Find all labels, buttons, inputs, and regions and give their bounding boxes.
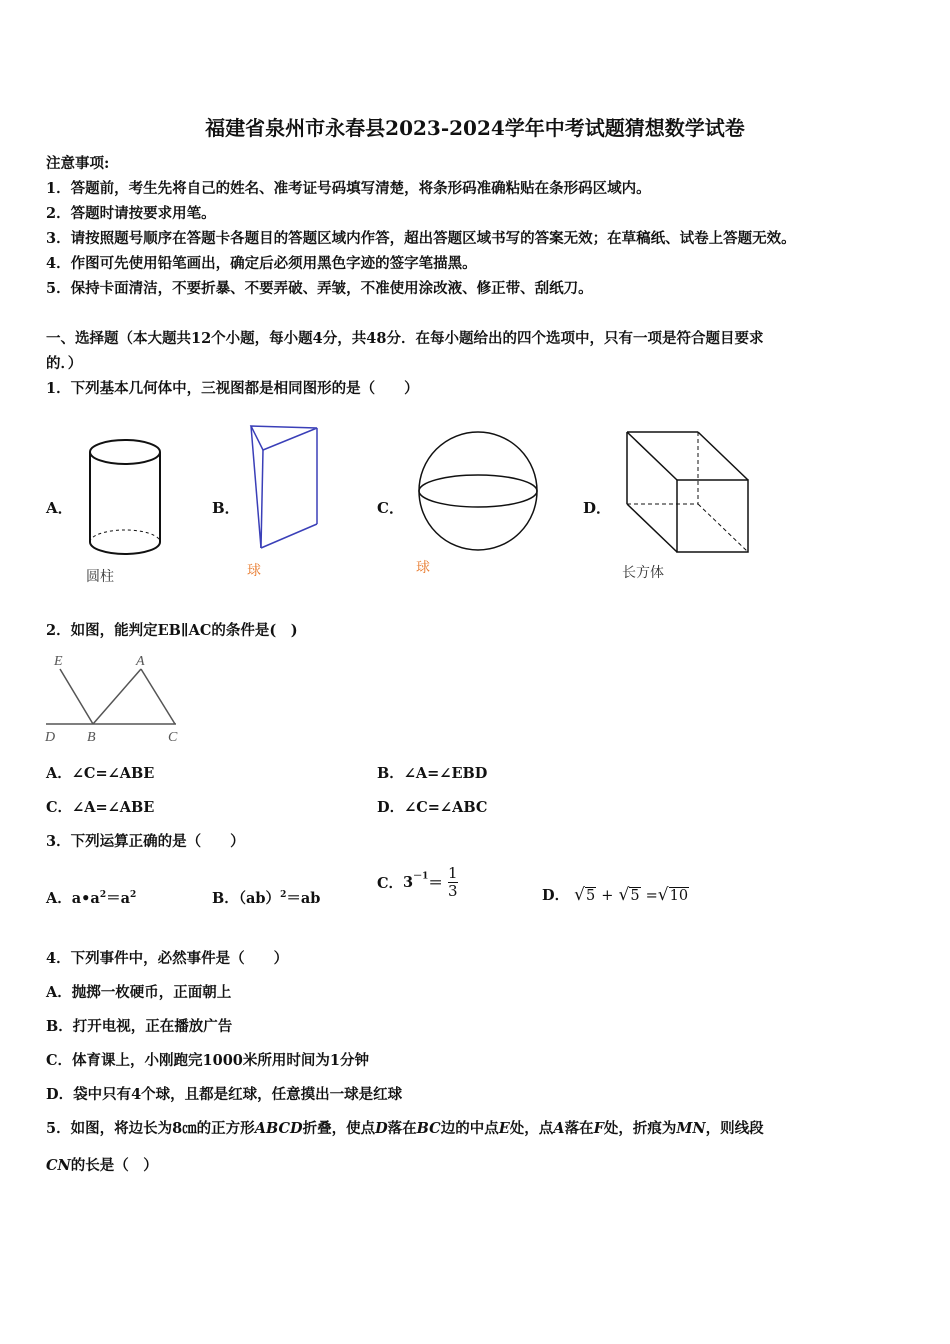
q5-text: 边的中点 bbox=[440, 1120, 499, 1137]
q5-text: 处，点 bbox=[509, 1120, 554, 1137]
q5-var: E bbox=[498, 1120, 510, 1137]
section-heading: 一、选择题（本大题共12个小题，每小题4分，共48分．在每小题给出的四个选项中，只有一项是符合题目要求 bbox=[46, 330, 764, 347]
q2-label-b: B bbox=[87, 730, 96, 745]
q3-a-mid: ＝a bbox=[106, 890, 130, 907]
q1-option-d-label: D． bbox=[583, 499, 612, 517]
sqrt-icon: √ bbox=[657, 885, 669, 905]
q1-caption-sphere: 球 bbox=[416, 560, 430, 576]
q1-caption-cuboid: 长方体 bbox=[622, 565, 664, 581]
q5-stem-cont bbox=[46, 1154, 158, 1175]
q3-option-c bbox=[377, 865, 458, 900]
q3-c-label: C． bbox=[377, 875, 404, 892]
sphere-figure bbox=[415, 430, 541, 552]
note-item: 4．作图可先使用铅笔画出，确定后必须用黑色字迹的签字笔描黑。 bbox=[46, 255, 477, 272]
note-item: 1．答题前，考生先将自己的姓名、准考证号码填写清楚，将条形码准确粘贴在条形码区域内。 bbox=[46, 180, 651, 197]
q3-a-sup1: 2 bbox=[99, 890, 107, 901]
q3-d-eq: = bbox=[645, 888, 658, 904]
triangular-prism-figure bbox=[245, 422, 325, 554]
sqrt-icon: √ bbox=[574, 885, 585, 905]
q4-option-c: C．体育课上，小刚跑完1000米所用时间为1分钟 bbox=[46, 1052, 369, 1069]
q3-d-plus: + bbox=[601, 888, 614, 904]
note-item: 5．保持卡面清洁，不要折暴、不要弄破、弄皱，不准使用涂改液、修正带、刮纸刀。 bbox=[46, 280, 593, 297]
q2-label-e: E bbox=[54, 654, 63, 669]
note-item: 3．请按照题号顺序在答题卡各题目的答题区域内作答，超出答题区域书写的答案无效；在草稿纸、试卷上答题无效。 bbox=[46, 230, 796, 247]
q5-stem bbox=[46, 1117, 764, 1138]
q5-var: MN bbox=[676, 1120, 706, 1137]
q1-option-a-label: A． bbox=[46, 499, 73, 517]
q3-d-rad2: 5 bbox=[630, 888, 640, 904]
section-heading-cont: 的．） bbox=[46, 355, 83, 372]
q3-a-label: A． bbox=[46, 890, 72, 907]
q3-b-label: B． bbox=[212, 890, 239, 907]
q3-b-expr: （ab） bbox=[238, 890, 281, 907]
q2-option-a: A．∠C=∠ABE bbox=[46, 765, 155, 782]
q3-option-b bbox=[212, 887, 320, 908]
q3-option-d bbox=[542, 884, 689, 905]
q5-text: ，则线段 bbox=[705, 1120, 764, 1137]
note-item: 2．答题时请按要求用笔。 bbox=[46, 205, 216, 222]
q2-option-b: B．∠A=∠EBD bbox=[377, 765, 488, 782]
cylinder-figure bbox=[80, 430, 170, 560]
q3-c-sup: －1 bbox=[413, 871, 429, 882]
q2-option-c: C．∠A=∠ABE bbox=[46, 799, 155, 816]
q1-caption-prism: 球 bbox=[247, 563, 261, 579]
q5-var: ABCD bbox=[254, 1120, 303, 1137]
q3-b-sup: 2 bbox=[280, 890, 287, 901]
q5-var: D bbox=[375, 1120, 388, 1137]
q5-text: 5．如图，将边长为8㎝的正方形 bbox=[46, 1120, 255, 1137]
q3-c-den: 3 bbox=[447, 882, 458, 900]
q4-option-a: A．抛掷一枚硬币，正面朝上 bbox=[46, 984, 232, 1001]
notes-heading: 注意事项: bbox=[46, 155, 110, 172]
q3-c-num: 1 bbox=[447, 864, 458, 882]
q3-b-tail: ＝ab bbox=[286, 890, 321, 907]
q2-option-d: D．∠C=∠ABC bbox=[377, 799, 488, 816]
q2-label-c: C bbox=[168, 730, 178, 745]
q1-option-b-label: B． bbox=[212, 499, 240, 517]
q2-label-a: A bbox=[136, 654, 145, 669]
q5-var: F bbox=[593, 1120, 604, 1137]
q3-option-a bbox=[46, 887, 136, 908]
q3-d-label: D． bbox=[542, 887, 570, 904]
q3-c-fraction bbox=[448, 865, 458, 900]
page-title: 福建省泉州市永春县2023-2024学年中考试题猜想数学试卷 bbox=[205, 116, 745, 140]
q4-stem: 4．下列事件中，必然事件是（ ） bbox=[46, 950, 289, 967]
q4-option-b: B．打开电视，正在播放广告 bbox=[46, 1018, 233, 1035]
q1-option-c-label: C． bbox=[377, 499, 404, 517]
q3-d-rad1: 5 bbox=[585, 888, 596, 904]
q5-text: 处，折痕为 bbox=[603, 1120, 677, 1137]
q5-text: 折叠，使点 bbox=[302, 1120, 376, 1137]
q2-stem: 2．如图，能判定EB∥AC的条件是( ) bbox=[46, 622, 298, 639]
cuboid-figure bbox=[622, 428, 754, 556]
q5-text: 的长是（ ） bbox=[70, 1157, 158, 1174]
sqrt-icon: √ bbox=[618, 885, 630, 905]
q5-var: A bbox=[553, 1120, 565, 1137]
q2-label-d: D bbox=[45, 730, 56, 745]
q3-c-expr: 3 bbox=[403, 874, 414, 891]
q3-a-sup2: 2 bbox=[130, 890, 137, 901]
q1-caption-cylinder: 圆柱 bbox=[86, 569, 114, 585]
q4-option-d: D．袋中只有4个球，且都是红球，任意摸出一球是红球 bbox=[46, 1086, 403, 1103]
q5-text: 落在 bbox=[387, 1120, 417, 1137]
q5-var: CN bbox=[46, 1157, 71, 1174]
q1-stem: 1．下列基本几何体中，三视图都是相同图形的是（ ） bbox=[46, 380, 419, 397]
q3-d-rad3: 10 bbox=[669, 888, 689, 904]
q2-figure bbox=[44, 652, 194, 747]
q5-text: 落在 bbox=[564, 1120, 594, 1137]
q5-var: BC bbox=[416, 1120, 441, 1137]
q3-a-expr: a•a bbox=[71, 890, 100, 907]
q3-c-eq: ＝ bbox=[428, 875, 443, 892]
q3-stem: 3．下列运算正确的是（ ） bbox=[46, 833, 245, 850]
